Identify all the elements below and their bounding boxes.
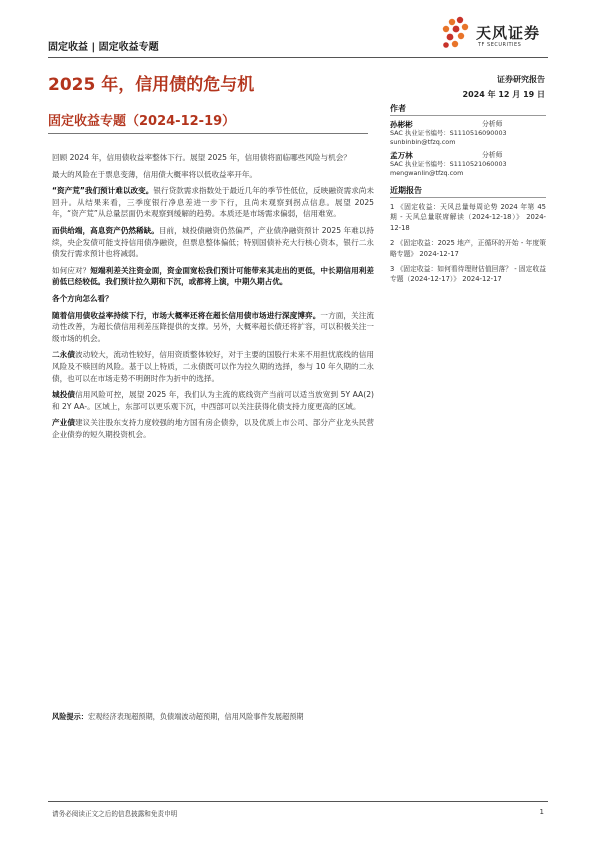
company-logo [438, 14, 550, 60]
paragraph-review: 回顾 2024 年，信用债收益率整体下行。展望 2025 年，信用债将面临哪些风险与机会？ [52, 153, 351, 162]
report-title: 2025 年，信用债的危与机 [48, 75, 255, 95]
footer-disclaimer: 请务必阅读正文之后的信息披露和免责申明 [52, 810, 178, 818]
author-card [390, 120, 546, 147]
related-report-link[interactable]: 1 《固定收益：天风总量每周论势 2024 年第 45 期 - 天风总量联席解读（2024-12-18）》 2024-12-18 [390, 203, 546, 232]
risk-text: 宏观经济表现超预期，负债端波动超预期，信用风险事件发展超预期 [87, 712, 304, 721]
paragraph-ultra-long: 随着信用债收益率持续下行，市场大概率还将在超长信用债市场进行深度博弈。一方面，关注流动性改善，为超长债信用利差压降提供的支撑。另外，大概率超长债还将扩容，可以积极关注一级市场的机会。 [52, 310, 375, 343]
paragraph-lead: 而供给端，高息资产仍然稀缺。 [52, 225, 159, 235]
logo-mark-icon [438, 14, 478, 60]
author-name: 孟万林 [390, 151, 413, 160]
paragraph-lead: 二永债 [52, 350, 76, 360]
report-category: 固定收益 | 固定收益专题 [48, 42, 159, 53]
paragraph-lead: 城投债 [52, 390, 76, 400]
report-subtitle: 固定收益专题（2024-12-19） [48, 114, 236, 129]
paragraph-risk: 最大的风险在于票息变薄，信用债大概率将以低收益率开年。 [52, 169, 258, 179]
paragraph-lead: 短端利差关注资金面，资金面宽松我们预计可能带来其走出的更低，中长期信用利差前低已经较低。我们预计拉久期和下沉，或都将上演，中期久期占优。 [52, 265, 374, 287]
author-card [390, 151, 546, 178]
author-role: 分析师 [482, 151, 503, 159]
author-email[interactable]: sunbinbin@tfzq.com [390, 138, 456, 146]
report-body [52, 152, 374, 445]
paragraph-bank-capital: 二永债波动较大，流动性较好，信用资质整体较好，对于主要的国股行未来不用担忧底线的信用风险及不赎回的风险。基于以上特质，二永债既可以作为拉久期的选择，参与 10 年久期的二永债，也可以在市场走势不明朗时作为折中的选择。 [52, 350, 375, 383]
page-number: 1 [539, 808, 544, 816]
author-role: 分析师 [482, 120, 503, 128]
paragraph-supply: 而供给端，高息资产仍然稀缺。目前，城投债融资仍然偏严，产业债净融资预计 2025 年难以持续，央企发债可能支持信用债净融资，但票息整体偏低；特别国债补充大行核心资本，银行二永债发行需求预计也将减弱。 [52, 225, 374, 259]
paragraph-lgfv: 城投债信用风险可控，展望 2025 年，我们认为主流的底线资产当前可以适当放宽到 5Y AA(2) 和 2Y AA-。区域上，东部可以更乐观下沉，中西部可以关注获得化债支持力度更高的区域。 [52, 390, 375, 411]
subtitle-divider [48, 133, 368, 134]
paragraph-lead: 随着信用债收益率持续下行，市场大概率还将在超长信用债市场进行深度博弈。 [52, 310, 321, 320]
risk-warning [52, 712, 552, 722]
logo-text: 天风证券 [476, 24, 541, 42]
logo-subtext: TF SECURITIES [478, 42, 522, 48]
authors-heading: 作者 [390, 104, 546, 116]
report-type: 证券研究报告 [497, 75, 545, 84]
related-reports-heading: 近期报告 [390, 186, 546, 198]
author-email[interactable]: mengwanlin@tfzq.com [390, 169, 464, 177]
paragraph-lead: 产业债 [52, 418, 76, 428]
sidebar [390, 104, 546, 290]
related-report-link[interactable]: 2 《固定收益：2025 地产，正循环的开始 - 年度策略专题》 2024-12-17 [390, 239, 546, 258]
report-date: 2024 年 12 月 19 日 [462, 90, 545, 99]
related-report-link[interactable]: 3 《固定收益：如何看待理财估值回落？ - 固定收益专题（2024-12-17）》 2024-12-17 [390, 265, 546, 284]
header-divider [48, 57, 548, 58]
risk-label: 风险提示： [52, 712, 88, 721]
paragraph-asset-shortage: “资产荒”我们预计难以改变。银行贷款需求指数处于最近几年的季节性低位，反映融资需求尚未回升。从结果来看，三季度银行净息差进一步下行，且尚未观察到拐点信息。展望 2025 年，“资产荒”从总量层面仍未观察到缓解的趋势。本质还是市场需求偏弱，信用难宽。 [52, 186, 375, 219]
paragraph-lead: “资产荒”我们预计难以改变。 [52, 186, 154, 196]
author-name: 孙彬彬 [390, 120, 413, 129]
paragraph-industrial: 产业债建议关注股东支持力度较强的地方国有房企债券，以及优质上市公司、部分产业龙头民营企业债券的短久期投资机会。 [52, 418, 375, 439]
section-heading: 各个方向怎么看？ [52, 293, 113, 303]
author-cert: SAC 执业证书编号：S1110516090003 [390, 129, 507, 137]
author-cert: SAC 执业证书编号：S1110521060003 [390, 160, 507, 168]
paragraph-strategy: 如何应对？短端利差关注资金面，资金面宽松我们预计可能带来其走出的更低，中长期信用利差前低已经较低。我们预计拉久期和下沉，或都将上演，中期久期占优。 [52, 265, 374, 287]
footer-divider [48, 801, 548, 802]
